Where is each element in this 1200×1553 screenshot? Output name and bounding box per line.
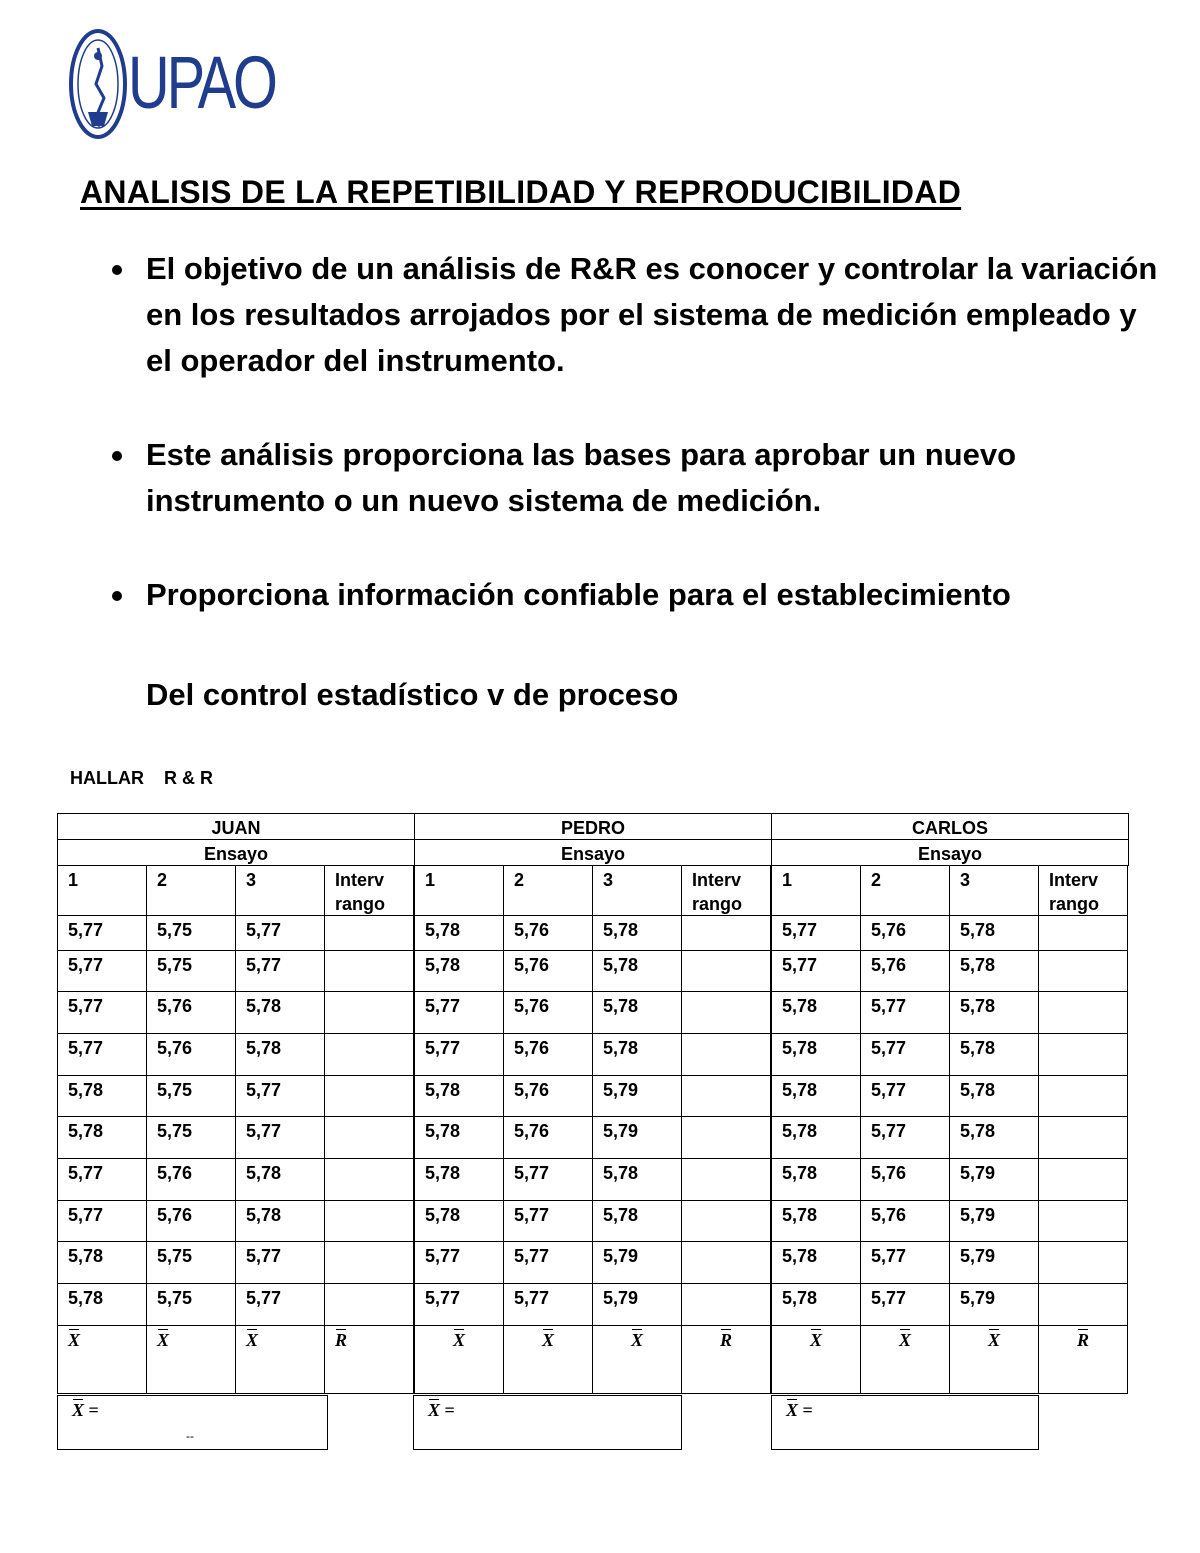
column-header-text: Interv rango xyxy=(335,870,386,914)
measurement-cell-text: 5,76 xyxy=(157,1163,193,1183)
measurement-cell-text: 5,77 xyxy=(871,1246,907,1266)
measurement-cell-text: 5,78 xyxy=(782,1288,818,1308)
grand-mean-box xyxy=(413,1395,682,1450)
range-cell xyxy=(324,950,414,992)
column-header xyxy=(235,865,325,916)
measurement-cell-text: 5,78 xyxy=(960,1038,996,1058)
measurement-cell-text: 5,75 xyxy=(157,1288,193,1308)
measurement-cell-text: 5,78 xyxy=(246,1038,282,1058)
measurement-cell-text: 5,75 xyxy=(157,1246,193,1266)
measurement-cell xyxy=(235,1116,325,1159)
column-header xyxy=(57,865,147,916)
column-header xyxy=(681,865,771,916)
mean-cell xyxy=(860,1325,950,1394)
xbar-symbol: X xyxy=(452,1330,465,1350)
measurement-cell-text: 5,78 xyxy=(68,1080,104,1100)
range-cell xyxy=(324,1241,414,1284)
measurement-cell-text: 5,77 xyxy=(425,1288,461,1308)
measurement-cell-text: 5,77 xyxy=(68,955,104,975)
measurement-cell xyxy=(414,1116,504,1159)
measurement-cell xyxy=(57,1033,147,1076)
grand-mean-symbol: X xyxy=(428,1400,441,1420)
measurement-cell-text: 5,76 xyxy=(157,1038,193,1058)
measurement-cell xyxy=(503,950,593,992)
measurement-cell-text: 5,77 xyxy=(782,955,818,975)
measurement-cell-text: 5,79 xyxy=(603,1121,639,1141)
measurement-cell xyxy=(503,1158,593,1201)
measurement-cell xyxy=(235,1075,325,1117)
column-header-text: 2 xyxy=(871,870,882,890)
ensayo-header-text: Ensayo xyxy=(560,844,626,864)
grand-mean-box xyxy=(771,1395,1039,1450)
measurement-cell xyxy=(949,1075,1039,1117)
measurement-cell xyxy=(414,1158,504,1201)
logo-text: UPAO xyxy=(128,41,275,124)
measurement-cell xyxy=(592,950,682,992)
measurement-cell-text: 5,78 xyxy=(960,996,996,1016)
measurement-cell-text: 5,76 xyxy=(514,920,550,940)
measurement-cell xyxy=(592,1241,682,1284)
measurement-cell-text: 5,75 xyxy=(157,955,193,975)
xbar-symbol: X xyxy=(157,1330,170,1350)
measurement-cell-text: 5,78 xyxy=(603,996,639,1016)
university-seal-icon xyxy=(68,26,130,144)
range-cell xyxy=(681,1075,771,1117)
measurement-cell xyxy=(771,915,861,951)
page-title: ANALISIS DE LA REPETIBILIDAD Y REPRODUCIBILIDAD xyxy=(80,174,962,210)
measurement-cell-text: 5,78 xyxy=(782,1246,818,1266)
measurement-cell xyxy=(503,1033,593,1076)
column-header-text: Interv rango xyxy=(692,870,743,914)
measurement-cell xyxy=(57,1200,147,1242)
mean-cell xyxy=(592,1325,682,1394)
measurement-cell-text: 5,77 xyxy=(871,996,907,1016)
mean-cell xyxy=(235,1325,325,1394)
measurement-cell-text: 5,79 xyxy=(603,1288,639,1308)
measurement-cell xyxy=(771,950,861,992)
measurement-cell-text: 5,76 xyxy=(514,1038,550,1058)
measurement-cell-text: 5,77 xyxy=(425,1038,461,1058)
range-cell xyxy=(681,1116,771,1159)
measurement-cell-text: 5,77 xyxy=(68,996,104,1016)
measurement-cell xyxy=(592,1158,682,1201)
column-header xyxy=(324,865,414,916)
measurement-cell-text: 5,77 xyxy=(246,920,282,940)
measurement-cell xyxy=(592,915,682,951)
measurement-cell xyxy=(235,1241,325,1284)
measurement-cell-text: 5,77 xyxy=(871,1080,907,1100)
xbar-symbol: X xyxy=(898,1330,911,1350)
measurement-cell xyxy=(949,991,1039,1034)
rbar-symbol: R xyxy=(335,1330,348,1350)
range-cell xyxy=(1038,991,1128,1034)
range-cell xyxy=(324,1075,414,1117)
range-cell xyxy=(681,1200,771,1242)
mean-range-cell xyxy=(1038,1325,1128,1394)
measurement-cell-text: 5,77 xyxy=(782,920,818,940)
measurement-cell-text: 5,79 xyxy=(960,1246,996,1266)
measurement-cell xyxy=(860,950,950,992)
measurement-cell xyxy=(146,991,236,1034)
measurement-cell-text: 5,76 xyxy=(514,996,550,1016)
measurement-cell xyxy=(414,1075,504,1117)
range-cell xyxy=(681,1283,771,1326)
measurement-cell-text: 5,79 xyxy=(960,1288,996,1308)
column-header xyxy=(1038,865,1128,916)
measurement-cell-text: 5,76 xyxy=(514,1121,550,1141)
measurement-cell xyxy=(235,1033,325,1076)
column-header xyxy=(592,865,682,916)
measurement-cell xyxy=(235,991,325,1034)
xbar-symbol: X xyxy=(987,1330,1000,1350)
measurement-cell xyxy=(860,915,950,951)
measurement-cell xyxy=(503,991,593,1034)
range-cell xyxy=(324,1116,414,1159)
measurement-cell-text: 5,77 xyxy=(68,1205,104,1225)
measurement-cell xyxy=(771,1283,861,1326)
measurement-cell xyxy=(57,991,147,1034)
measurement-cell-text: 5,78 xyxy=(603,1163,639,1183)
measurement-cell-text: 5,79 xyxy=(603,1080,639,1100)
measurement-cell-text: 5,78 xyxy=(68,1288,104,1308)
measurement-cell xyxy=(592,1200,682,1242)
measurement-cell-text: 5,77 xyxy=(514,1246,550,1266)
measurement-cell-text: 5,78 xyxy=(603,1205,639,1225)
measurement-cell-text: 5,79 xyxy=(603,1246,639,1266)
measurement-cell-text: 5,78 xyxy=(603,1038,639,1058)
measurement-cell-text: 5,77 xyxy=(68,1163,104,1183)
measurement-cell xyxy=(235,1200,325,1242)
measurement-cell xyxy=(146,950,236,992)
measurement-cell xyxy=(414,950,504,992)
measurement-cell-text: 5,78 xyxy=(782,996,818,1016)
mean-cell xyxy=(414,1325,504,1394)
measurement-cell xyxy=(146,1241,236,1284)
measurement-cell xyxy=(57,1241,147,1284)
equals-sign: = xyxy=(84,1400,99,1420)
measurement-cell xyxy=(235,1283,325,1326)
measurement-cell xyxy=(949,1200,1039,1242)
measurement-cell-text: 5,75 xyxy=(157,920,193,940)
xbar-symbol: X xyxy=(630,1330,643,1350)
xbar-symbol: X xyxy=(809,1330,822,1350)
measurement-cell-text: 5,77 xyxy=(246,955,282,975)
measurement-cell-text: 5,78 xyxy=(246,1205,282,1225)
measurement-cell xyxy=(503,1075,593,1117)
task-label: HALLAR R & R xyxy=(70,768,213,788)
column-header xyxy=(503,865,593,916)
rbar-symbol: R xyxy=(1076,1330,1089,1350)
equals-sign: = xyxy=(798,1400,813,1420)
range-cell xyxy=(324,915,414,951)
measurement-cell-text: 5,78 xyxy=(782,1163,818,1183)
column-header-text: 1 xyxy=(782,870,793,890)
measurement-cell xyxy=(146,1283,236,1326)
measurement-cell-text: 5,78 xyxy=(425,955,461,975)
mean-cell xyxy=(146,1325,236,1394)
measurement-cell-text: 5,76 xyxy=(514,955,550,975)
range-cell xyxy=(681,1241,771,1284)
xbar-symbol: X xyxy=(246,1330,259,1350)
column-header xyxy=(949,865,1039,916)
measurement-cell xyxy=(146,1116,236,1159)
measurement-cell xyxy=(414,1200,504,1242)
equals-sign: = xyxy=(440,1400,455,1420)
operator-header xyxy=(771,813,1129,840)
measurement-cell-text: 5,76 xyxy=(871,955,907,975)
grand-mean-symbol: X xyxy=(72,1400,85,1420)
measurement-cell xyxy=(860,991,950,1034)
measurement-cell-text: 5,77 xyxy=(514,1163,550,1183)
column-header-text: 2 xyxy=(514,870,525,890)
measurement-cell xyxy=(57,1283,147,1326)
measurement-cell xyxy=(57,1075,147,1117)
measurement-cell xyxy=(414,1033,504,1076)
grand-mean-symbol: X xyxy=(786,1400,799,1420)
measurement-cell xyxy=(860,1158,950,1201)
measurement-cell xyxy=(235,950,325,992)
column-header-text: 2 xyxy=(157,870,168,890)
measurement-cell-text: 5,78 xyxy=(782,1038,818,1058)
measurement-cell-text: 5,76 xyxy=(871,1205,907,1225)
mean-cell xyxy=(949,1325,1039,1394)
ensayo-header xyxy=(771,839,1129,866)
measurement-cell-text: 5,78 xyxy=(603,955,639,975)
xbar-symbol: X xyxy=(68,1330,81,1350)
bullet-item: Proporciona información confiable para el establecimiento xyxy=(108,572,1168,618)
range-cell xyxy=(324,1283,414,1326)
column-header xyxy=(414,865,504,916)
measurement-cell-text: 5,78 xyxy=(425,1205,461,1225)
measurement-cell xyxy=(592,1075,682,1117)
range-cell xyxy=(681,991,771,1034)
column-header xyxy=(860,865,950,916)
measurement-cell-text: 5,77 xyxy=(246,1288,282,1308)
bullet-list xyxy=(108,246,1168,666)
measurement-cell xyxy=(235,915,325,951)
measurement-cell xyxy=(592,1033,682,1076)
measurement-cell xyxy=(146,915,236,951)
measurement-cell xyxy=(503,1116,593,1159)
column-header xyxy=(146,865,236,916)
operator-header-text: CARLOS xyxy=(912,818,988,838)
range-cell xyxy=(681,1033,771,1076)
operator-header xyxy=(414,813,772,840)
measurement-cell-text: 5,78 xyxy=(425,1121,461,1141)
measurement-cell xyxy=(414,915,504,951)
mean-cell xyxy=(57,1325,147,1394)
measurement-cell xyxy=(414,991,504,1034)
measurement-cell xyxy=(57,1158,147,1201)
rbar-symbol: R xyxy=(719,1330,732,1350)
range-cell xyxy=(1038,1241,1128,1284)
range-cell xyxy=(1038,1033,1128,1076)
measurement-cell-text: 5,77 xyxy=(68,1038,104,1058)
measurement-cell xyxy=(949,915,1039,951)
measurement-cell xyxy=(860,1116,950,1159)
column-header-text: 1 xyxy=(68,870,79,890)
measurement-cell-text: 5,76 xyxy=(514,1080,550,1100)
measurement-cell xyxy=(771,991,861,1034)
mean-cell xyxy=(503,1325,593,1394)
measurement-cell xyxy=(771,1200,861,1242)
measurement-cell-text: 5,78 xyxy=(425,1080,461,1100)
measurement-cell xyxy=(949,1033,1039,1076)
measurement-cell-text: 5,77 xyxy=(246,1080,282,1100)
range-cell xyxy=(324,1158,414,1201)
measurement-cell-text: 5,78 xyxy=(782,1205,818,1225)
measurement-cell xyxy=(146,1075,236,1117)
ensayo-header xyxy=(57,839,415,866)
measurement-cell-text: 5,78 xyxy=(782,1121,818,1141)
range-cell xyxy=(1038,950,1128,992)
measurement-cell xyxy=(235,1158,325,1201)
measurement-cell xyxy=(771,1033,861,1076)
measurement-cell xyxy=(949,1283,1039,1326)
bullet-item: Este análisis proporciona las bases para aprobar un nuevo instrumento o un nuevo sistema de medición. xyxy=(108,432,1168,524)
measurement-cell xyxy=(949,1116,1039,1159)
measurement-cell xyxy=(146,1158,236,1201)
measurement-cell xyxy=(592,1116,682,1159)
xbar-symbol: X xyxy=(541,1330,554,1350)
measurement-cell xyxy=(57,1116,147,1159)
measurement-cell-text: 5,78 xyxy=(603,920,639,940)
mean-range-cell xyxy=(324,1325,414,1394)
measurement-cell xyxy=(146,1033,236,1076)
measurement-cell xyxy=(592,1283,682,1326)
bullet-item: El objetivo de un análisis de R&R es conocer y controlar la variación en los resultados arrojados por el sistema de medición empleado y el operador del instrumento. xyxy=(108,246,1168,384)
measurement-cell-text: 5,79 xyxy=(960,1163,996,1183)
measurement-cell-text: 5,78 xyxy=(960,1121,996,1141)
column-header-text: 3 xyxy=(246,870,257,890)
measurement-cell xyxy=(503,1283,593,1326)
operator-header xyxy=(57,813,415,840)
measurement-cell xyxy=(503,1241,593,1284)
measurement-cell xyxy=(771,1116,861,1159)
measurement-cell-text: 5,77 xyxy=(871,1121,907,1141)
bullet-continuation: Del control estadístico v de proceso xyxy=(146,677,679,712)
measurement-cell-text: 5,77 xyxy=(68,920,104,940)
measurement-cell xyxy=(860,1033,950,1076)
measurement-cell-text: 5,77 xyxy=(246,1246,282,1266)
measurement-cell-text: 5,78 xyxy=(68,1121,104,1141)
measurement-cell-text: 5,78 xyxy=(425,920,461,940)
measurement-cell xyxy=(414,1283,504,1326)
measurement-cell-text: 5,76 xyxy=(157,1205,193,1225)
operator-header-text: PEDRO xyxy=(560,818,625,838)
measurement-cell-text: 5,77 xyxy=(514,1288,550,1308)
measurement-cell-text: 5,78 xyxy=(246,996,282,1016)
measurement-cell-text: 5,78 xyxy=(960,1080,996,1100)
column-header xyxy=(771,865,861,916)
measurement-cell-text: 5,78 xyxy=(68,1246,104,1266)
measurement-cell-text: 5,76 xyxy=(871,920,907,940)
measurement-cell xyxy=(503,1200,593,1242)
measurement-cell-text: 5,75 xyxy=(157,1121,193,1141)
range-cell xyxy=(1038,1200,1128,1242)
range-cell xyxy=(1038,1158,1128,1201)
measurement-cell-text: 5,77 xyxy=(514,1205,550,1225)
measurement-cell-text: 5,77 xyxy=(246,1121,282,1141)
range-cell xyxy=(1038,915,1128,951)
measurement-cell xyxy=(771,1241,861,1284)
column-header-text: Interv rango xyxy=(1049,870,1100,914)
measurement-cell xyxy=(771,1158,861,1201)
range-cell xyxy=(681,1158,771,1201)
column-header-text: 3 xyxy=(960,870,971,890)
measurement-cell xyxy=(860,1075,950,1117)
measurement-cell-text: 5,76 xyxy=(871,1163,907,1183)
range-cell xyxy=(1038,1075,1128,1117)
measurement-cell-text: 5,78 xyxy=(960,920,996,940)
measurement-cell xyxy=(592,991,682,1034)
grand-mean-box xyxy=(57,1395,328,1450)
range-cell xyxy=(324,1033,414,1076)
range-cell xyxy=(1038,1283,1128,1326)
measurement-cell-text: 5,75 xyxy=(157,1080,193,1100)
measurement-cell xyxy=(949,950,1039,992)
range-cell xyxy=(681,915,771,951)
mean-range-cell xyxy=(681,1325,771,1394)
range-cell xyxy=(681,950,771,992)
measurement-cell-text: 5,78 xyxy=(246,1163,282,1183)
range-cell xyxy=(324,1200,414,1242)
measurement-cell xyxy=(771,1075,861,1117)
ensayo-header xyxy=(414,839,772,866)
measurement-cell-text: 5,79 xyxy=(960,1205,996,1225)
ensayo-header-text: Ensayo xyxy=(917,844,983,864)
measurement-cell xyxy=(146,1200,236,1242)
measurement-cell xyxy=(949,1241,1039,1284)
measurement-cell xyxy=(860,1241,950,1284)
measurement-cell xyxy=(57,950,147,992)
dash-mark: -- xyxy=(186,1429,194,1443)
measurement-cell xyxy=(949,1158,1039,1201)
operator-header-text: JUAN xyxy=(211,818,261,838)
column-header-text: 3 xyxy=(603,870,614,890)
measurement-cell-text: 5,78 xyxy=(960,955,996,975)
measurement-cell xyxy=(414,1241,504,1284)
measurement-cell-text: 5,77 xyxy=(871,1038,907,1058)
range-cell xyxy=(324,991,414,1034)
measurement-cell-text: 5,77 xyxy=(425,1246,461,1266)
range-cell xyxy=(1038,1116,1128,1159)
measurement-cell xyxy=(860,1283,950,1326)
ensayo-header-text: Ensayo xyxy=(203,844,269,864)
measurement-cell-text: 5,76 xyxy=(157,996,193,1016)
measurement-cell xyxy=(57,915,147,951)
measurement-cell-text: 5,78 xyxy=(425,1163,461,1183)
measurement-cell-text: 5,77 xyxy=(425,996,461,1016)
measurement-cell xyxy=(860,1200,950,1242)
upao-logo xyxy=(68,26,275,144)
mean-cell xyxy=(771,1325,861,1394)
column-header-text: 1 xyxy=(425,870,436,890)
measurement-cell xyxy=(503,915,593,951)
measurement-cell-text: 5,78 xyxy=(782,1080,818,1100)
measurement-cell-text: 5,77 xyxy=(871,1288,907,1308)
